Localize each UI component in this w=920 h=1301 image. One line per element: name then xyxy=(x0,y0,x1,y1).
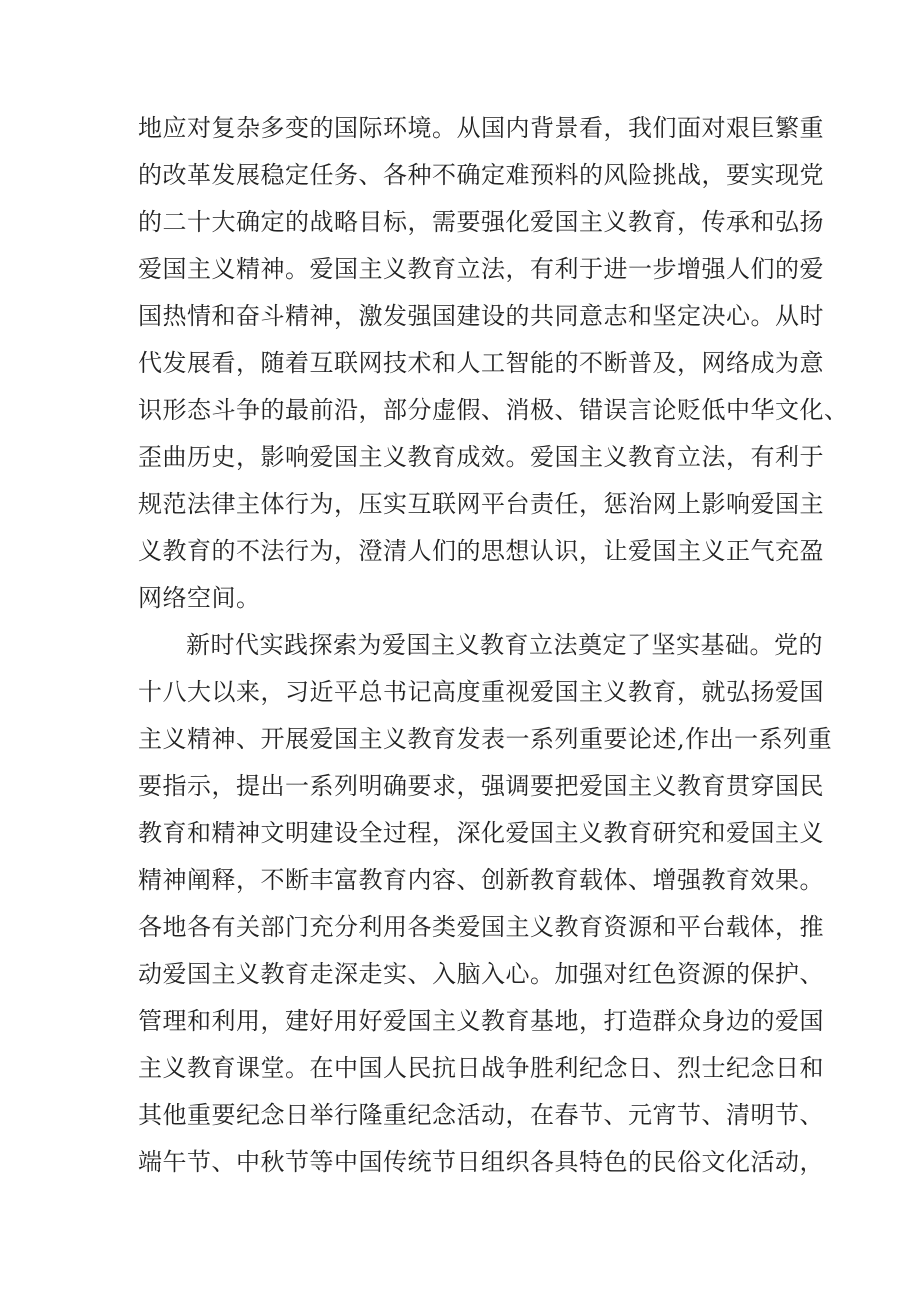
text-line: 主义教育课堂。在中国人民抗日战争胜利纪念日、烈士纪念日和 xyxy=(138,1054,824,1082)
text-line: 地应对复杂多变的国际环境。从国内背景看，我们面对艰巨繁重 xyxy=(138,114,824,142)
text-line: 爱国主义精神。爱国主义教育立法，有利于进一步增强人们的爱 xyxy=(138,255,824,283)
text-line: 歪曲历史，影响爱国主义教育成效。爱国主义教育立法，有利于 xyxy=(138,443,824,471)
text-line: 国热情和奋斗精神，激发强国建设的共同意志和坚定决心。从时 xyxy=(138,302,824,330)
text-line: 的二十大确定的战略目标，需要强化爱国主义教育，传承和弘扬 xyxy=(138,208,824,236)
text-line: 各地各有关部门充分利用各类爱国主义教育资源和平台载体，推 xyxy=(138,913,824,941)
text-line: 管理和利用，建好用好爱国主义教育基地，打造群众身边的爱国 xyxy=(138,1007,824,1035)
text-line: 端午节、中秋节等中国传统节日组织各具特色的民俗文化活动， xyxy=(138,1148,824,1176)
text-line: 动爱国主义教育走深走实、入脑入心。加强对红色资源的保护、 xyxy=(138,960,824,988)
text-line: 规范法律主体行为，压实互联网平台责任，惩治网上影响爱国主 xyxy=(138,490,824,518)
text-line: 代发展看，随着互联网技术和人工智能的不断普及，网络成为意 xyxy=(138,349,824,377)
text-line: 的改革发展稳定任务、各种不确定难预料的风险挑战，要实现党 xyxy=(138,161,824,189)
text-line: 十八大以来，习近平总书记高度重视爱国主义教育，就弘扬爱国 xyxy=(138,678,824,706)
text-line: 识形态斗争的最前沿，部分虚假、消极、错误言论贬低中华文化、 xyxy=(138,396,849,424)
text-line: 网络空间。 xyxy=(138,584,261,612)
text-line: 精神阐释，不断丰富教育内容、创新教育载体、增强教育效果。 xyxy=(138,866,824,894)
text-line: 要指示，提出一系列明确要求，强调要把爱国主义教育贯穿国民 xyxy=(138,772,824,800)
text-line: 教育和精神文明建设全过程，深化爱国主义教育研究和爱国主义 xyxy=(138,819,824,847)
text-line: 主义精神、开展爱国主义教育发表一系列重要论述,作出一系列重 xyxy=(138,725,833,753)
text-line: 其他重要纪念日举行隆重纪念活动，在春节、元宵节、清明节、 xyxy=(138,1101,824,1129)
text-line: 义教育的不法行为，澄清人们的思想认识，让爱国主义正气充盈 xyxy=(138,537,824,565)
text-line: 新时代实践探索为爱国主义教育立法奠定了坚实基础。党的 xyxy=(186,631,823,659)
